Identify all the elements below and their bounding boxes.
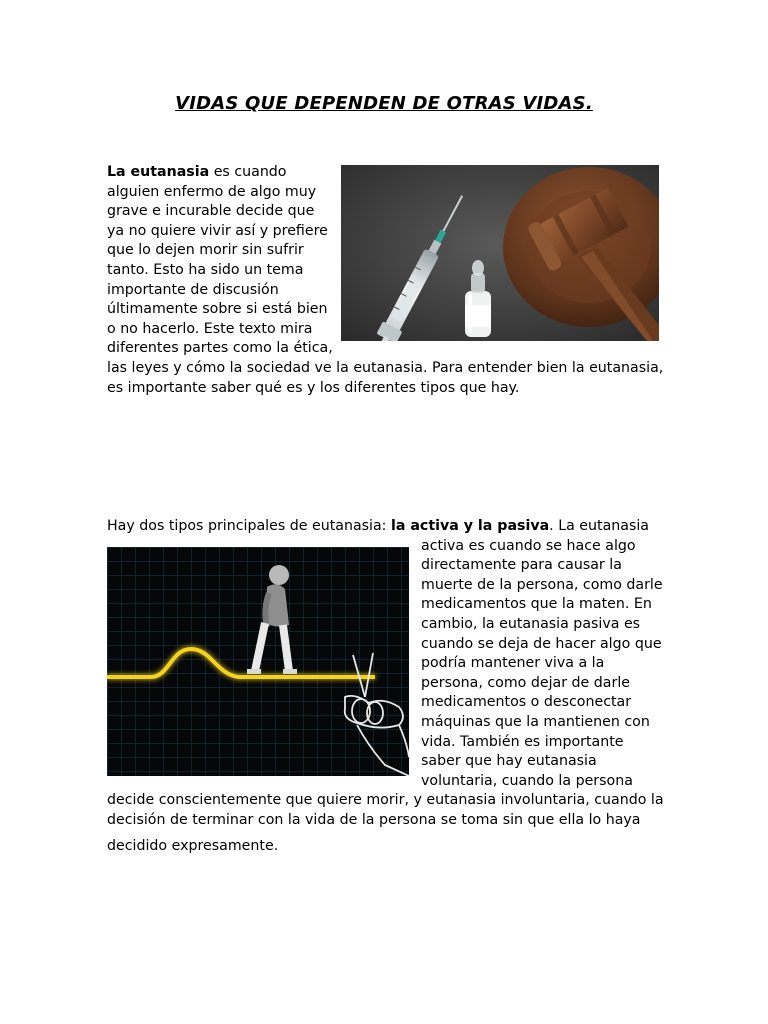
- paragraph-types-text-start: .: [549, 518, 559, 534]
- end-punctuation: .: [273, 837, 279, 854]
- eutanasia-bold-term: La eutanasia: [107, 164, 210, 180]
- paragraph-intro: [107, 163, 667, 398]
- paragraph-intro-text: es cuando alguien enfermo de algo muy grave e incurable decide que ya no quiere vivir así y prefiere que lo dejen morir sin sufrir tanto. Esto ha sido un tema importante de discusión últimamente sobre si está bien o no hacerlo. Este texto mira diferentes partes como la ética, las leyes y cómo la sociedad ve la eutanasia. Para entender bien la eutanasia, es importante saber qué es y los diferentes tipos que hay.: [107, 164, 664, 396]
- paragraph-types-text: La eutanasia activa es cuando se hace algo directamente para causar la muerte de la persona, como darle medicamentos que la maten. En cambio, la eutanasia pasiva es cuando se deja de hacer algo que podría mantener viva a la persona, como dejar de darle medicamentos o desconectar máquinas que la mantienen con vida. También es importante saber que hay eutanasia voluntaria, cuando la persona decide conscientemente que quiere morir, y eutanasia involuntaria, cuando la decisión de terminar con la vida de la persona se toma sin que ella lo haya decidido: [107, 518, 664, 854]
- types-bold-term: la activa y la pasiva: [390, 518, 550, 534]
- syringe-gavel-image: [341, 165, 659, 341]
- last-word-text: expresamente: [171, 837, 274, 854]
- page-title: VIDAS QUE DEPENDEN DE OTRAS VIDAS.: [175, 93, 593, 114]
- ecg-walking-man-image: [107, 547, 409, 776]
- paragraph-types-lead: Hay dos tipos principales de eutanasia:: [107, 518, 391, 534]
- paragraph-types-last-word: [172, 837, 279, 857]
- paragraph-types: [107, 517, 667, 856]
